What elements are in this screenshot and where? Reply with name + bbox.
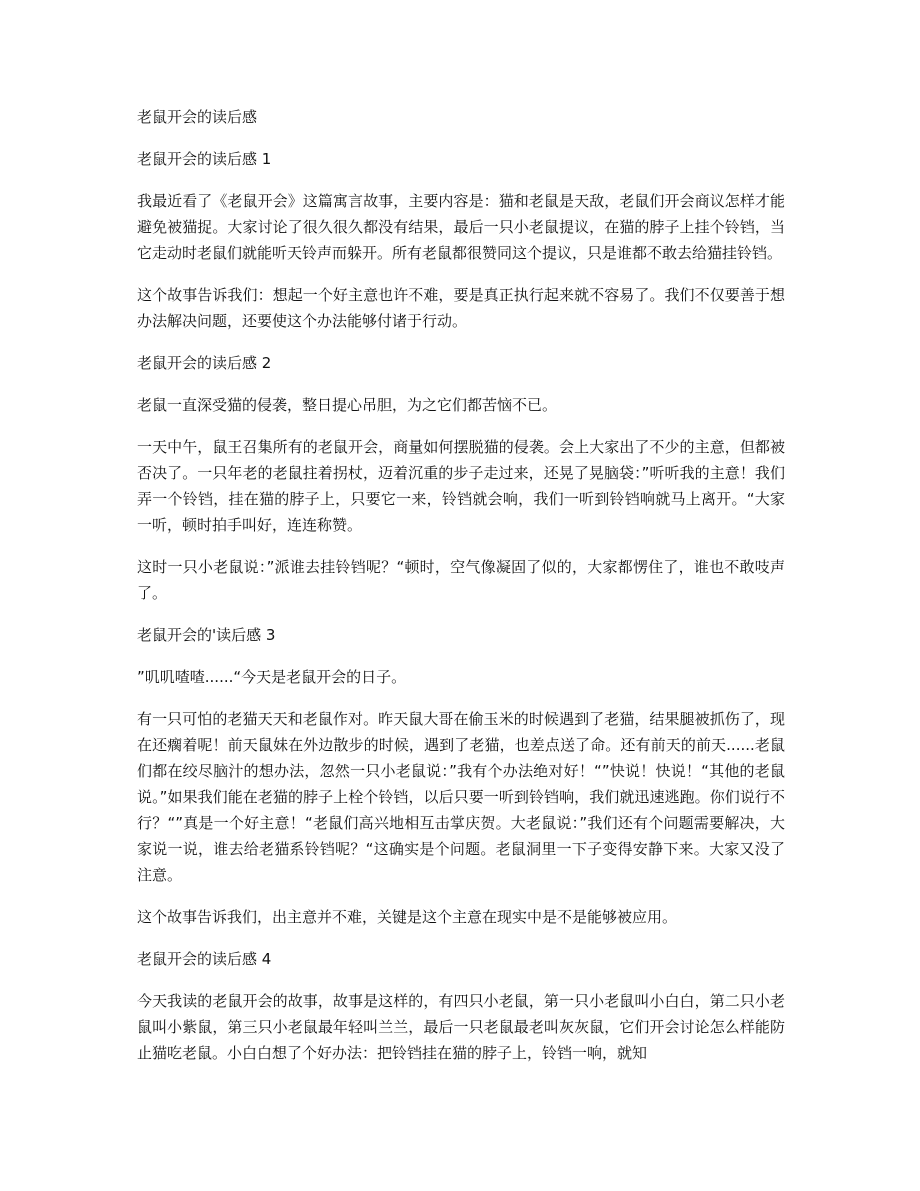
paragraph: 这个故事告诉我们，出主意并不难，关键是这个主意在现实中是不是能够被应用。 — [137, 908, 678, 926]
document-content — [137, 104, 785, 1082]
section-heading: 老鼠开会的读后感 2 — [137, 354, 272, 372]
section-heading: 老鼠开会的读后感 1 — [137, 150, 272, 168]
paragraph: 老鼠一直深受猫的侵袭，整日提心吊胆，为之它们都苦恼不已。 — [137, 396, 558, 414]
paragraph: 有一只可怕的老猫天天和老鼠作对。昨天鼠大哥在偷玉米的时候遇到了老猫，结果腿被抓伤了，现在还瘸着呢！前天鼠妹在外边散步的时候，遇到了老猫，也差点送了命。还有前天的前天......老鼠们都在绞尽脑汁的想办法，忽然一只小老鼠说：”我有个办法绝对好！“”快说！快说！“其他的老鼠说。”如果我们能在老猫的脖子上栓个铃铛，以后只要一听到铃铛响，我们就迅速逃跑。你们说行不行？“”真是一个好主意！“老鼠们高兴地相互击掌庆贺。大老鼠说：”我们还有个问题需要解决，大家说一说，谁去给老猫系铃铛呢？“这确实是个问题。老鼠洞里一下子变得安静下来。大家又没了注意。 — [137, 710, 785, 884]
paragraph: 一天中午，鼠王召集所有的老鼠开会，商量如何摆脱猫的侵袭。会上大家出了不少的主意，但都被否决了。一只年老的老鼠拄着拐杖，迈着沉重的步子走过来，还晃了晃脑袋：”听听我的主意！我们弄一个铃铛，挂在猫的脖子上，只要它一来，铃铛就会响，我们一听到铃铛响就马上离开。“大家一听，顿时拍手叫好，连连称赞。 — [137, 438, 785, 534]
section-heading: 老鼠开会的读后感 4 — [137, 950, 272, 968]
paragraph: 今天我读的老鼠开会的故事，故事是这样的，有四只小老鼠，第一只小老鼠叫小白白，第二只小老鼠叫小紫鼠，第三只小老鼠最年轻叫兰兰，最后一只老鼠最老叫灰灰鼠，它们开会讨论怎么样能防止猫吃老鼠。小白白想了个好办法：把铃铛挂在猫的脖子上，铃铛一响，就知 — [137, 992, 785, 1062]
paragraph: 我最近看了《老鼠开会》这篇寓言故事，主要内容是：猫和老鼠是天敌，老鼠们开会商议怎样才能避免被猫捉。大家讨论了很久很久都没有结果，最后一只小老鼠提议，在猫的脖子上挂个铃铛，当它走动时老鼠们就能听天铃声而躲开。所有老鼠都很赞同这个提议，只是谁都不敢去给猫挂铃铛。 — [137, 192, 785, 262]
paragraph: 这个故事告诉我们：想起一个好主意也许不难，要是真正执行起来就不容易了。我们不仅要善于想办法解决问题，还要使这个办法能够付诸于行动。 — [137, 286, 785, 330]
section-heading: 老鼠开会的'读后感 3 — [137, 626, 276, 644]
paragraph: 这时一只小老鼠说：”派谁去挂铃铛呢？“顿时，空气像凝固了似的，大家都愣住了，谁也不敢吱声了。 — [137, 558, 785, 602]
paragraph: ”叽叽喳喳......“今天是老鼠开会的日子。 — [137, 668, 407, 686]
document-title: 老鼠开会的读后感 — [137, 108, 258, 126]
